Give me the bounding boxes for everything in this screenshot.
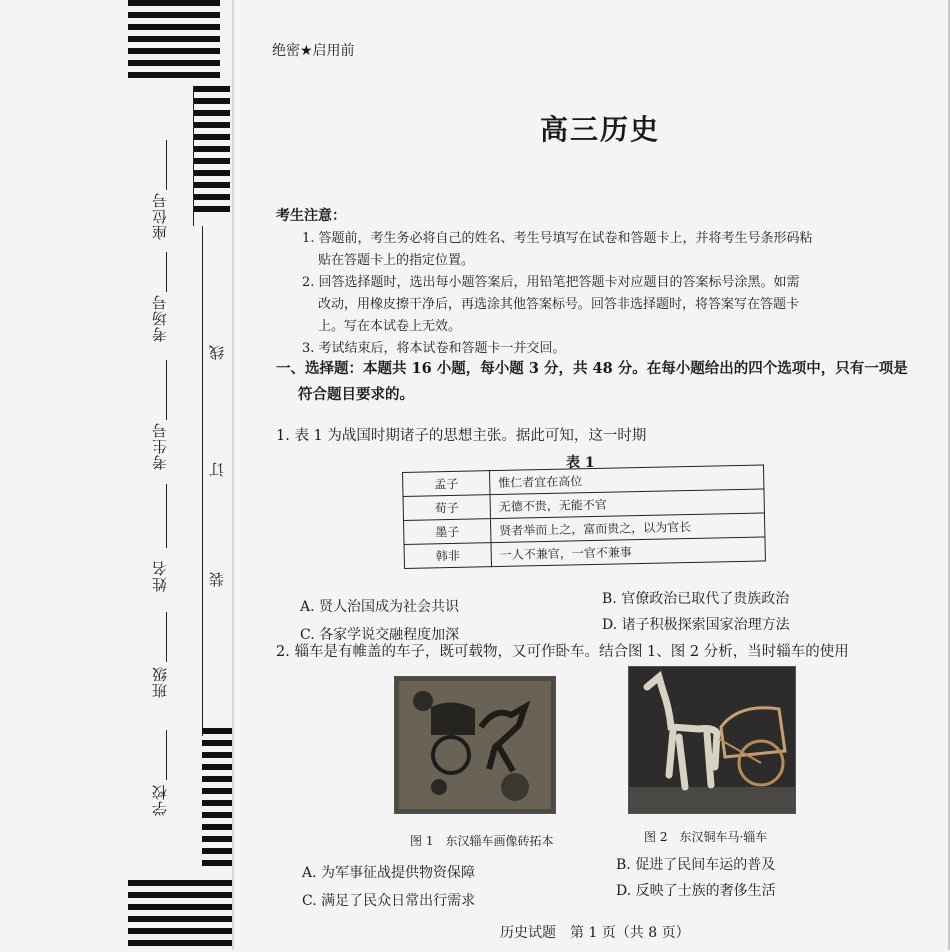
q1-option-b[interactable]: B. 官僚政治已取代了贵族政治 xyxy=(602,591,790,607)
stripes-bottom xyxy=(128,880,232,952)
notice-line: 改动，用橡皮擦干净后，再选涂其他答案标号。回答非选择题时，将答案写在答题卡 xyxy=(318,297,800,312)
figure2-caption: 图 2 东汉铜车马·辎车 xyxy=(644,830,768,844)
label-examinee-no: 考生号 xyxy=(151,422,169,470)
stripes-top xyxy=(128,0,220,84)
stripes-lower xyxy=(202,728,232,872)
binding-mark-line: 线 xyxy=(208,345,226,360)
q1-stem: 1. 表 1 为战国时期诸子的思想主张。据此可知，这一时期 xyxy=(276,428,647,444)
q1-option-c[interactable]: C. 各家学说交融程度加深 xyxy=(300,627,460,643)
table-row: 韩非 一人不兼官，一官不兼事 xyxy=(404,537,765,569)
q1-option-a[interactable]: A. 贤人治国成为社会共识 xyxy=(300,599,460,615)
notice-line: 上。写在本试卷上无效。 xyxy=(318,319,462,334)
q2-option-d[interactable]: D. 反映了士族的奢侈生活 xyxy=(616,883,776,899)
notice-heading: 考生注意： xyxy=(276,208,346,224)
figure1-rubbing-image xyxy=(394,676,556,814)
label-name: 姓名 xyxy=(151,560,169,592)
name-line[interactable] xyxy=(166,484,167,548)
binding-strip xyxy=(0,0,250,950)
q2-option-b[interactable]: B. 促进了民间车运的普及 xyxy=(616,857,776,873)
seat-line[interactable] xyxy=(166,140,167,190)
exam-page xyxy=(250,0,950,950)
label-room: 考场号 xyxy=(151,294,169,342)
page-title: 高三历史 xyxy=(539,113,660,146)
thinkers-table xyxy=(402,464,766,569)
label-class: 班级 xyxy=(151,666,169,698)
page-footer: 历史试题 第 1 页（共 8 页） xyxy=(500,925,690,941)
q1-option-d[interactable]: D. 诸子积极探索国家治理方法 xyxy=(602,617,790,633)
stripes-upper xyxy=(194,86,230,218)
confidential-mark: 绝密★启用前 xyxy=(272,43,355,59)
notice-line: 1. 答题前，考生务必将自己的姓名、考生号填写在试卷和答题卡上，并将考生号条形码粘 xyxy=(302,231,813,246)
binding-mark-bind: 装 xyxy=(208,572,226,587)
binding-mark-staple: 订 xyxy=(208,462,226,477)
school-line[interactable] xyxy=(166,730,167,780)
examinee-no-line[interactable] xyxy=(166,360,167,420)
notice-line: 贴在答题卡上的指定位置。 xyxy=(318,253,475,268)
notice-line: 3. 考试结束后，将本试卷和答题卡一并交回。 xyxy=(302,341,566,356)
class-line[interactable] xyxy=(166,612,167,662)
table-row: 孟子 惟仁者宜在高位 xyxy=(403,465,764,497)
notice-line: 2. 回答选择题时，选出每小题答案后，用铅笔把答题卡对应题目的答案标号涂黑。如需 xyxy=(302,275,800,290)
table-row: 墨子 贤者举而上之，富而贵之，以为官长 xyxy=(404,513,765,545)
figure2-bronze-chariot-image xyxy=(628,666,796,814)
room-line[interactable] xyxy=(166,252,167,292)
q2-stem: 2. 辎车是有帷盖的车子，既可载物，又可作卧车。结合图 1、图 2 分析，当时辎车的使用 xyxy=(276,644,849,660)
figure1-caption: 图 1 东汉辎车画像砖拓本 xyxy=(410,834,554,848)
label-seat: 座位号 xyxy=(151,192,169,240)
table-row: 荀子 无德不贵，无能不官 xyxy=(403,489,764,521)
table-caption: 表 1 xyxy=(566,455,595,471)
section-heading: 一、选择题：本题共 16 小题，每小题 3 分，共 48 分。在每小题给出的四个选项中，只有一项是 符合题目要求的。 xyxy=(276,360,908,403)
q2-option-a[interactable]: A. 为军事征战提供物资保障 xyxy=(302,865,476,881)
q2-option-c[interactable]: C. 满足了民众日常出行需求 xyxy=(302,893,476,909)
label-school: 学校 xyxy=(151,784,169,816)
